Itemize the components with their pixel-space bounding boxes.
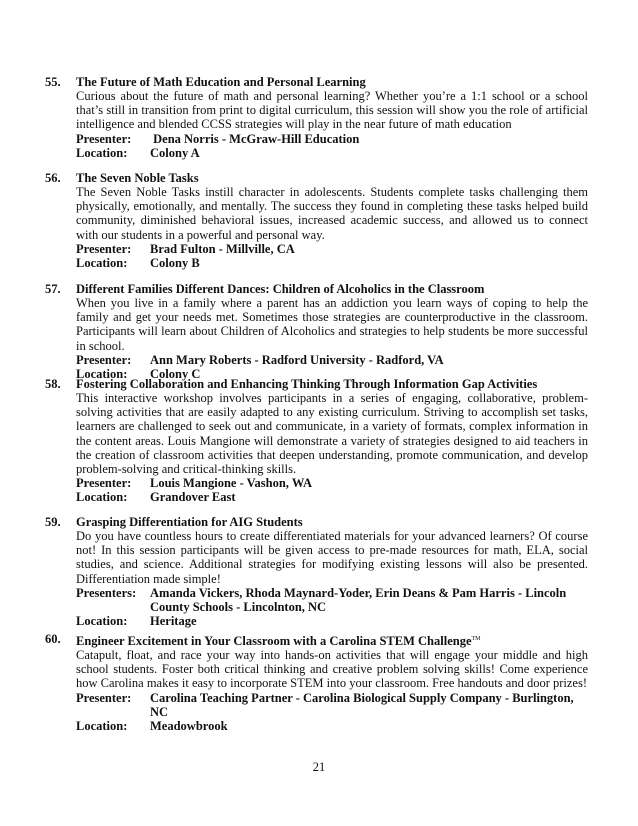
session-title: The Seven Noble Tasks: [76, 171, 199, 185]
presenter-row: [76, 476, 588, 490]
presenter-label: Presenter:: [76, 131, 132, 146]
location-label: Location:: [76, 145, 128, 160]
location-row: [76, 256, 588, 270]
session-title: The Future of Math Education and Personal Learning: [76, 75, 366, 89]
session-description: Curious about the future of math and personal learning? Whether you’re a 1:1 school or a school that’s still in transition from print to digital curriculum, this session will show you the role of artificial intelligence and blended CCSS strategies will play in the near future of math education: [76, 89, 588, 132]
session-number: 57.: [45, 282, 61, 296]
trademark-mark: TM: [471, 636, 481, 642]
session-number: 55.: [45, 75, 61, 89]
presenter-name: Amanda Vickers, Rhoda Maynard-Yoder, Erin Deans & Pam Harris - Lincoln County Schools - Lincolnton, NC: [150, 585, 567, 615]
location-label: Location:: [76, 719, 128, 734]
session-number: 59.: [45, 515, 61, 529]
presenter-label: Presenter:: [76, 690, 132, 705]
session-title: Fostering Collaboration and Enhancing Thinking Through Information Gap Activities: [76, 377, 538, 391]
session-number: 58.: [45, 377, 61, 391]
presenter-name: Louis Mangione - Vashon, WA: [150, 476, 312, 491]
presenter-row: [76, 242, 588, 256]
presenter-name: Ann Mary Roberts - Radford University - Radford, VA: [150, 352, 444, 367]
location-row: [76, 146, 588, 160]
presenter-label: Presenter:: [76, 241, 132, 256]
presenter-name: Carolina Teaching Partner - Carolina Biological Supply Company - Burlington, NC: [150, 690, 574, 719]
session-title: [76, 632, 588, 648]
session-description: The Seven Noble Tasks instill character in adolescents. Students complete tasks challenging them physically, emotionally, and mentally. The success they found in completing these tasks helped build community, diminished behavioral issues, increased academic success, and allowed us to connect with our students in a powerful and personal way.: [76, 185, 588, 242]
presenter-name: Brad Fulton - Millville, CA: [150, 241, 295, 256]
location-row: [76, 614, 588, 628]
location-name: Heritage: [150, 614, 197, 629]
session-title-text: Engineer Excitement in Your Classroom with a Carolina STEM Challenge: [76, 634, 472, 648]
presenter-row: [76, 132, 588, 146]
location-name: Grandover East: [150, 490, 236, 505]
location-name: Colony B: [150, 256, 200, 271]
location-name: Colony A: [150, 145, 200, 160]
location-label: Location:: [76, 256, 128, 271]
session-description: This interactive workshop involves participants in a series of engaging, collaborative, problem-solving activities that are easily adapted to any existing curriculum. Striving to accomplish set tasks, learners are challenged to seek out and communicate, in a variety of formats, complex information in the content areas. Louis Mangione will demonstrate a variety of strategies designed to aid teachers in the creation of classroom activities that deepen understanding, promote communication, and develop problem-solving and critical-thinking skills.: [76, 391, 588, 477]
location-row: [76, 719, 588, 733]
location-row: [76, 490, 588, 504]
location-label: Location:: [76, 614, 128, 629]
presenter-row: [76, 586, 588, 614]
location-name: Colony C: [150, 367, 201, 382]
presenter-row: [76, 353, 588, 367]
presenter-name: Dena Norris - McGraw-Hill Education: [150, 131, 360, 146]
session-number: 56.: [45, 171, 61, 185]
session-description: When you live in a family where a parent has an addiction you learn ways of coping to help the family and get your needs met. Sometimes those strategies are counterproductive in the classroom. Participants will learn about Children of Alcoholics and strategies to help students be more successful in school.: [76, 296, 588, 353]
session-title: Different Families Different Dances: Children of Alcoholics in the Classroom: [76, 282, 485, 296]
session-description: Catapult, float, and race your way into hands-on activities that will engage your middle and high school students. Foster both critical thinking and creative problem solving skills! Come experience how Carolina makes it easy to incorporate STEM into your classroom. Free handouts and door prizes!: [76, 648, 588, 691]
location-label: Location:: [76, 367, 128, 382]
location-name: Meadowbrook: [150, 719, 228, 734]
page-number: 21: [312, 760, 326, 774]
presenter-label: Presenter:: [76, 476, 132, 491]
presenter-label: Presenters:: [76, 585, 137, 600]
location-label: Location:: [76, 490, 128, 505]
session-title: Grasping Differentiation for AIG Students: [76, 515, 303, 529]
presenter-label: Presenter:: [76, 352, 132, 367]
presenter-row: [76, 691, 588, 719]
session-number: 60.: [45, 632, 61, 646]
session-description: Do you have countless hours to create differentiated materials for your advanced learners? Of course not! In this session participants will be given access to pre-made resources for math, ELA, social studies, and science. Additional strategies for modifying existing lessons will also be presented. Differentiation made simple!: [76, 529, 588, 586]
